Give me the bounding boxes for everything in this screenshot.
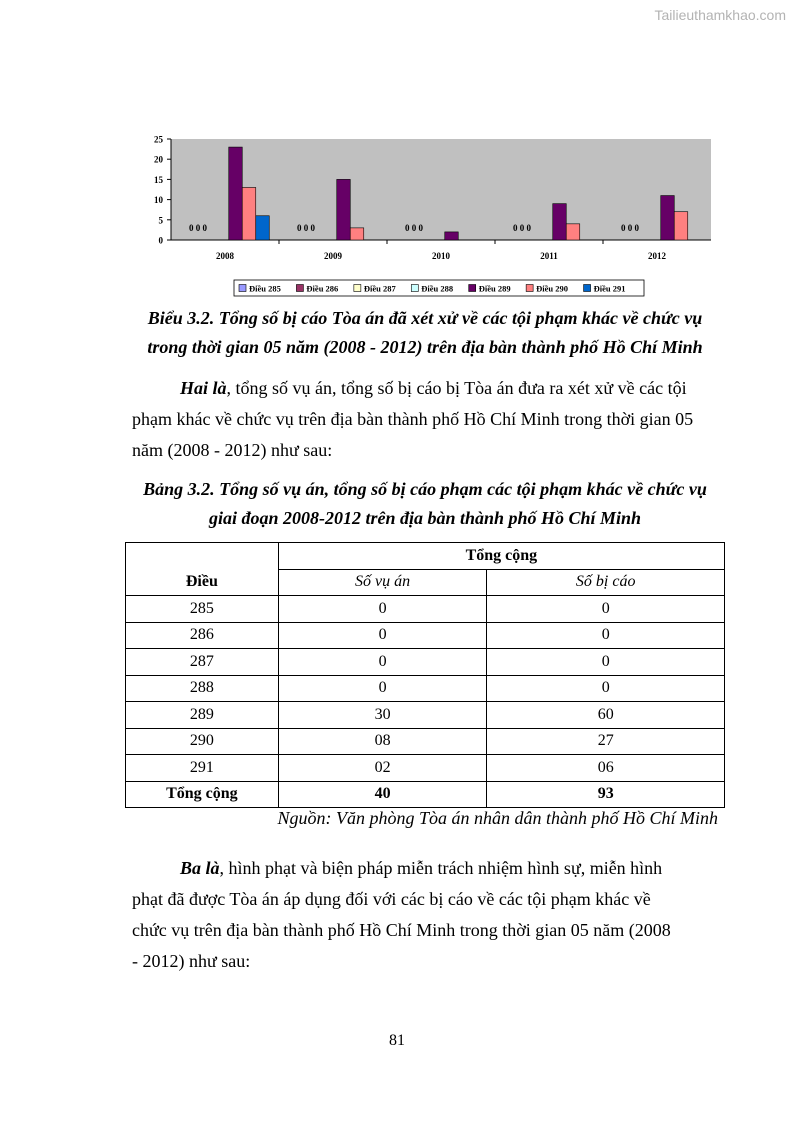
legend-label: Điều 287: [363, 283, 396, 294]
para2-line2: phạt đã được Tòa án áp dụng đối với các bị cáo về các tội phạm khác về: [132, 889, 651, 909]
cell-cases: 0: [278, 622, 487, 649]
paragraph-ba-la: [132, 853, 718, 977]
legend-swatch: [296, 285, 303, 292]
bar-điều-289-2008: [229, 147, 243, 240]
x-tick-label: 2012: [648, 251, 666, 261]
page-number: 81: [389, 1032, 405, 1049]
x-tick-label: 2010: [432, 251, 450, 261]
bar-điều-290-2009: [350, 228, 364, 240]
cell-defendants: 06: [487, 755, 725, 782]
data-label: 0 0 0: [297, 223, 315, 233]
cell-dieu: 291: [126, 755, 279, 782]
statistics-table: [125, 542, 725, 808]
cell-dieu: 288: [126, 675, 279, 702]
bar-điều-289-2010: [445, 232, 459, 240]
table-row: [126, 702, 725, 729]
chart-caption-line1: Biểu 3.2. Tổng số bị cáo Tòa án đã xét xử về các tội phạm khác về chức vụ: [147, 308, 703, 328]
bar-điều-289-2011: [553, 204, 567, 240]
paragraph-hai-la: [132, 373, 718, 466]
x-tick-label: 2011: [540, 251, 558, 261]
total-defendants: 93: [487, 781, 725, 808]
legend-label: Điều 290: [536, 283, 569, 294]
bar-điều-290-2012: [674, 212, 688, 240]
y-tick-label: 10: [154, 195, 163, 206]
cell-dieu: 287: [126, 649, 279, 676]
chart-caption-line2: trong thời gian 05 năm (2008 - 2012) trên địa bàn thành phố Hồ Chí Minh: [147, 337, 703, 357]
table-row: [126, 622, 725, 649]
data-label: 0 0 0: [405, 223, 423, 233]
legend-label: Điều 285: [249, 283, 281, 294]
legend-swatch: [411, 285, 418, 292]
header-defendants: Số bị cáo: [487, 569, 725, 596]
bar-điều-290-2011: [566, 224, 580, 240]
legend-swatch: [239, 285, 246, 292]
y-tick-label: 25: [154, 134, 163, 145]
data-label: 0 0 0: [513, 223, 531, 233]
cell-cases: 08: [278, 728, 487, 755]
cell-cases: 30: [278, 702, 487, 729]
cell-dieu: 289: [126, 702, 279, 729]
legend-swatch: [584, 285, 591, 292]
cell-defendants: 27: [487, 728, 725, 755]
bar-điều-290-2008: [242, 187, 256, 240]
para2-line1: , hình phạt và biện pháp miễn trách nhiệm hình sự, miễn hình: [219, 858, 663, 878]
legend-label: Điều 286: [306, 283, 339, 294]
table-row: [126, 649, 725, 676]
para1-line2: phạm khác về chức vụ trên địa bàn thành phố Hồ Chí Minh trong thời gian 05: [132, 409, 694, 429]
table-row: [126, 675, 725, 702]
header-cases: Số vụ án: [278, 569, 487, 596]
legend-swatch: [354, 285, 361, 292]
bar-chart: [130, 128, 720, 298]
legend-label: Điều 289: [478, 283, 511, 294]
cell-defendants: 0: [487, 622, 725, 649]
cell-dieu: 290: [126, 728, 279, 755]
data-label: 0 0 0: [621, 223, 639, 233]
y-tick-label: 0: [158, 235, 163, 246]
table-caption-line1: Bảng 3.2. Tổng số vụ án, tổng số bị cáo phạm các tội phạm khác về chức vụ: [143, 479, 707, 499]
bar-điều-289-2012: [661, 196, 675, 240]
cell-cases: 02: [278, 755, 487, 782]
total-label: Tổng cộng: [126, 781, 279, 808]
header-total: Tổng cộng: [278, 543, 724, 570]
y-tick-label: 20: [154, 154, 163, 165]
table-total-row: [126, 781, 725, 808]
para1-line3: năm (2008 - 2012) như sau:: [132, 440, 333, 460]
cell-cases: 0: [278, 675, 487, 702]
data-label: 0 0 0: [189, 223, 207, 233]
para2-line4: - 2012) như sau:: [132, 951, 251, 971]
legend-swatch: [526, 285, 533, 292]
para2-lead: Ba là: [180, 858, 220, 878]
table-row: [126, 755, 725, 782]
table-caption: [130, 479, 720, 529]
table-source: Nguồn: Văn phòng Tòa án nhân dân thành phố Hồ Chí Minh: [277, 808, 718, 828]
total-cases: 40: [278, 781, 487, 808]
bar-điều-289-2009: [337, 179, 351, 240]
cell-cases: 0: [278, 596, 487, 623]
para1-lead: Hai là: [180, 378, 227, 398]
bar-điều-291-2008: [256, 216, 270, 240]
y-tick-label: 5: [158, 215, 163, 226]
cell-defendants: 60: [487, 702, 725, 729]
cell-defendants: 0: [487, 649, 725, 676]
x-tick-label: 2009: [324, 251, 342, 261]
watermark: Tailieuthamkhao.com: [654, 7, 786, 23]
legend-label: Điều 288: [421, 283, 454, 294]
cell-dieu: 285: [126, 596, 279, 623]
x-tick-label: 2008: [216, 251, 234, 261]
cell-dieu: 286: [126, 622, 279, 649]
para2-line3: chức vụ trên địa bàn thành phố Hồ Chí Minh trong thời gian 05 năm (2008: [132, 920, 671, 940]
table-caption-line2: giai đoạn 2008-2012 trên địa bàn thành phố Hồ Chí Minh: [208, 508, 642, 528]
header-dieu: Điều: [126, 543, 279, 596]
legend-swatch: [469, 285, 476, 292]
chart-caption: [130, 308, 720, 358]
cell-cases: 0: [278, 649, 487, 676]
y-tick-label: 15: [154, 174, 163, 185]
legend-label: Điều 291: [593, 283, 626, 294]
table-row: [126, 596, 725, 623]
para1-line1: , tổng số vụ án, tổng số bị cáo bị Tòa án đưa ra xét xử về các tội: [226, 378, 687, 398]
table-row: [126, 728, 725, 755]
cell-defendants: 0: [487, 675, 725, 702]
cell-defendants: 0: [487, 596, 725, 623]
